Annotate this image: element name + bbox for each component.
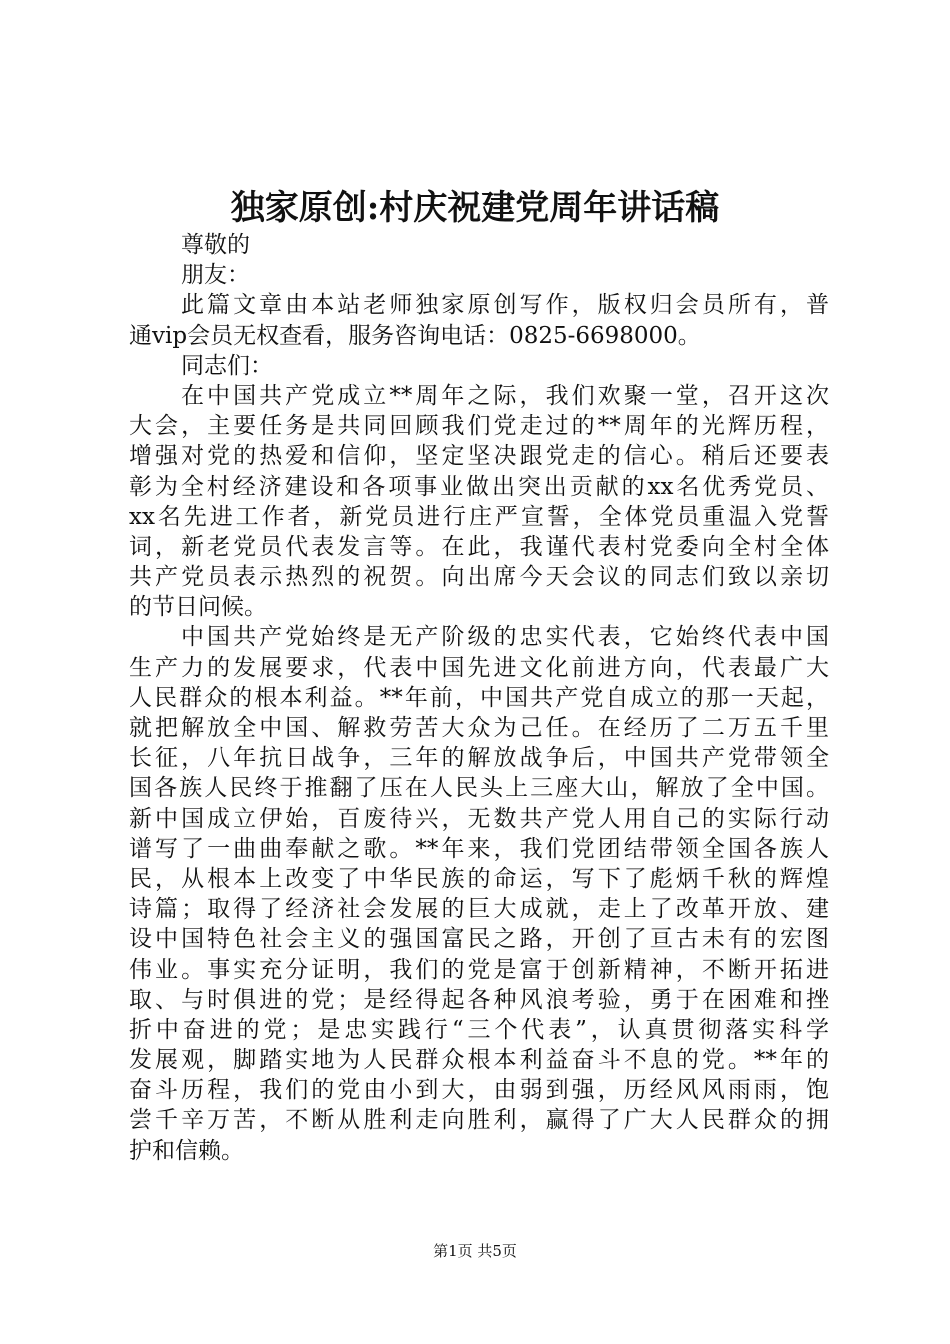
greeting-line: 同志们：: [181, 352, 273, 379]
text-line: 折中奋进的党；是忠实践行“三个代表”，认真贯彻落实科学: [129, 1016, 829, 1043]
text-line: 尝千辛万苦，不断从胜利走向胜利，赢得了广大人民群众的拥: [129, 1107, 829, 1134]
text-line: 国各族人民终于推翻了压在人民头上三座大山，解放了全中国。: [129, 775, 829, 802]
text-line: 发展观，脚踏实地为人民群众根本利益奋斗不息的党。**年的: [129, 1047, 829, 1074]
text-line: 就把解放全中国、解救劳苦大众为己任。在经历了二万五千里: [129, 715, 829, 741]
text-line: 奋斗历程，我们的党由小到大，由弱到强，历经风风雨雨，饱: [129, 1077, 829, 1104]
page-footer: 第1页 共5页: [433, 1242, 517, 1260]
copyright-notice: [129, 290, 829, 350]
text-line: 诗篇；取得了经济社会发展的巨大成就，走上了改革开放、建: [129, 896, 829, 923]
text-line: 伟业。事实充分证明，我们的党是富于创新精神，不断开拓进: [129, 956, 829, 983]
document-body: [129, 230, 829, 1166]
text-line: 设中国特色社会主义的强国富民之路，开创了亘古未有的宏图: [129, 926, 829, 953]
text-line: 新中国成立伊始，百废待兴，无数共产党人用自己的实际行动: [129, 805, 829, 832]
text-line: 中国共产党始终是无产阶级的忠实代表，它始终代表中国: [181, 624, 829, 651]
document-title: 独家原创:村庆祝建党周年讲话稿: [230, 188, 720, 228]
text-line: xx名先进工作者，新党员进行庄严宣誓，全体党员重温入党誓: [129, 503, 829, 530]
text-line: 民，从根本上改变了中华民族的命运，写下了彪炳千秋的辉煌: [129, 865, 829, 892]
salutation-line: 朋友：: [181, 262, 250, 289]
salutation-line: 尊敬的: [181, 232, 250, 258]
text-line: 大会，主要任务是共同回顾我们党走过的**周年的光辉历程，: [129, 413, 829, 440]
paragraph-1: [129, 381, 829, 623]
text-line: 在中国共产党成立**周年之际，我们欢聚一堂，召开这次: [181, 382, 829, 409]
text-line: 的节日问候。: [129, 594, 267, 621]
paragraph-2: [129, 622, 829, 1165]
text-line: 长征，八年抗日战争，三年的解放战争后，中国共产党带领全: [129, 745, 829, 772]
text-line: 取、与时俱进的党；是经得起各种风浪考验，勇于在困难和挫: [129, 986, 829, 1013]
text-line: 通vip会员无权查看，服务咨询电话：0825-6698000。: [129, 322, 701, 349]
text-line: 谱写了一曲曲奉献之歌。**年来，我们党团结带领全国各族人: [129, 835, 829, 862]
text-line: 护和信赖。: [129, 1137, 244, 1164]
text-line: 生产力的发展要求，代表中国先进文化前进方向，代表最广大: [129, 654, 829, 681]
text-line: 词，新老党员代表发言等。在此，我谨代表村党委向全村全体: [129, 533, 829, 560]
text-line: 彰为全村经济建设和各项事业做出突出贡献的xx名优秀党员、: [129, 473, 829, 500]
text-line: 增强对党的热爱和信仰，坚定坚决跟党走的信心。稍后还要表: [129, 443, 829, 470]
text-line: 共产党员表示热烈的祝贺。向出席今天会议的同志们致以亲切: [129, 564, 829, 591]
text-line: 人民群众的根本利益。**年前，中国共产党自成立的那一天起，: [129, 684, 829, 711]
text-line: 此篇文章由本站老师独家原创写作，版权归会员所有，普: [181, 292, 829, 319]
